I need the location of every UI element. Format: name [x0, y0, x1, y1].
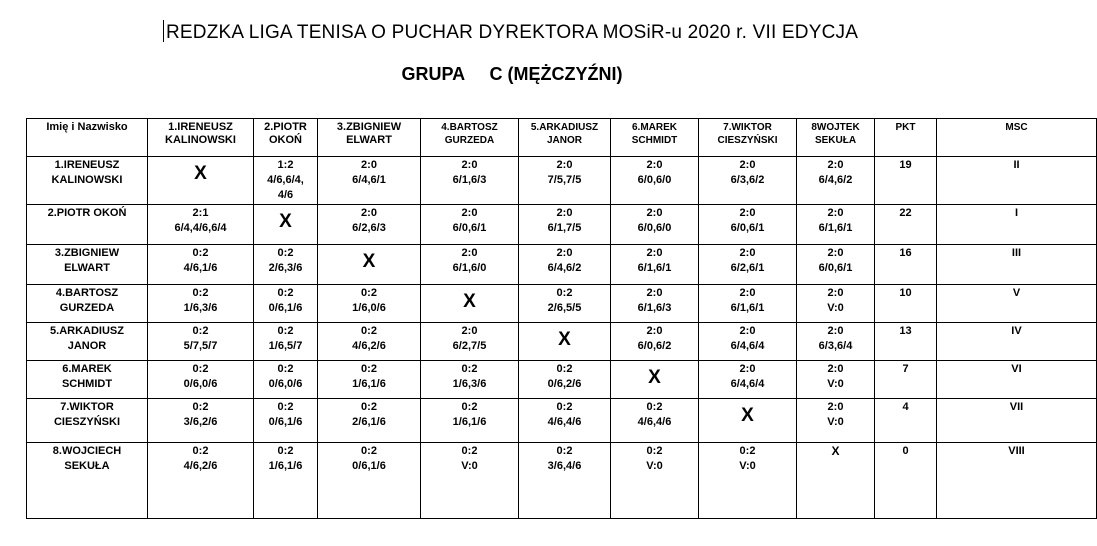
column-header [875, 119, 937, 157]
match-result-cell [797, 205, 875, 245]
x-mark: X [194, 163, 207, 184]
match-score: 2:0 [461, 247, 478, 259]
match-score: 0:2 [361, 363, 377, 375]
set-scores: 6/4,6/2 [547, 262, 582, 274]
match-score: 2:0 [739, 207, 756, 219]
match-score: 2:0 [739, 247, 756, 259]
set-scores: 0/6,0/6 [183, 378, 218, 390]
points-cell: 0 [875, 443, 937, 519]
column-header-line: SCHMIDT [631, 135, 678, 146]
place-cell: VI [937, 361, 1097, 399]
match-result-cell [318, 205, 421, 245]
match-score: 2:0 [361, 159, 377, 171]
match-score: 2:0 [461, 159, 478, 171]
match-score: 0:2 [461, 363, 478, 375]
match-score: 0:2 [461, 401, 478, 413]
points-cell: 4 [875, 399, 937, 443]
match-score: 0:2 [361, 287, 377, 299]
set-scores: 0/6,2/6 [547, 378, 582, 390]
set-scores: 6/4,6/4 [730, 378, 765, 390]
table-row [27, 443, 1097, 519]
match-score: 0:2 [556, 287, 573, 299]
match-result-cell [699, 157, 797, 205]
match-score: 0:2 [361, 445, 377, 457]
match-score: 2:0 [739, 287, 756, 299]
self-match-cell [254, 205, 318, 245]
match-score: 2:0 [646, 325, 663, 337]
set-scores: 6/1,6/3 [637, 302, 672, 314]
set-scores: 6/0,6/0 [637, 174, 672, 186]
column-header [937, 119, 1097, 157]
match-result-cell [254, 323, 318, 361]
set-scores: 6/3,6/2 [730, 174, 765, 186]
set-scores: 1/6,1/6 [452, 416, 487, 428]
set-scores: 6/4,6/1 [352, 174, 386, 186]
match-score: 0:2 [192, 445, 209, 457]
match-score: 2:0 [646, 287, 663, 299]
player-name-line: SEKUŁA [64, 460, 110, 472]
player-name-line: 6.MAREK [62, 363, 112, 375]
set-scores: 6/0,6/0 [637, 222, 672, 234]
match-result-cell [519, 157, 611, 205]
set-scores: 6/1,6/1 [637, 262, 672, 274]
player-name-line: 5.ARKADIUSZ [50, 325, 124, 337]
column-header-line: MSC [1005, 122, 1028, 133]
match-result-cell [318, 157, 421, 205]
player-name-line: JANOR [67, 340, 107, 352]
match-result-cell [611, 157, 699, 205]
set-scores: 6/4,4/6,6/4 [174, 222, 227, 234]
column-header-line: 1.IRENEUSZ [168, 121, 233, 133]
set-scores: 4/6,2/6 [352, 340, 386, 352]
set-scores: 4/6,1/6 [183, 262, 218, 274]
match-result-cell [797, 361, 875, 399]
points-cell: 13 [875, 323, 937, 361]
match-result-cell [519, 399, 611, 443]
match-score: 0:2 [646, 401, 663, 413]
match-score: 2:0 [827, 287, 844, 299]
set-scores: 6/1,6/3 [452, 174, 487, 186]
self-match-cell [797, 443, 875, 519]
column-header-line: CIESZYŃSKI [717, 135, 778, 146]
set-scores: 6/0,6/1 [818, 262, 853, 274]
column-header-line: 2.PIOTR [264, 121, 307, 133]
player-name-line: GURZEDA [59, 302, 115, 314]
match-score: 2:0 [646, 207, 663, 219]
column-header [421, 119, 519, 157]
match-result-cell [148, 399, 254, 443]
match-result-cell [421, 245, 519, 285]
table-row [27, 245, 1097, 285]
column-header-line: GURZEDA [444, 135, 495, 146]
player-name-cell [27, 443, 148, 519]
player-name-line: 4.BARTOSZ [55, 287, 119, 299]
match-score: 0:2 [277, 363, 294, 375]
place-cell: III [937, 245, 1097, 285]
match-score: 0:2 [739, 445, 756, 457]
match-score: 2:0 [556, 207, 573, 219]
set-scores: 6/0,6/1 [452, 222, 487, 234]
self-match-cell [421, 285, 519, 323]
set-scores: 1/6,5/7 [268, 340, 303, 352]
points-cell: 7 [875, 361, 937, 399]
results-table [26, 118, 1097, 519]
self-match-cell [699, 399, 797, 443]
set-scores: 4/6,4/6 [637, 416, 672, 428]
set-scores: V:0 [827, 416, 844, 428]
match-result-cell [148, 205, 254, 245]
place-cell: VIII [937, 443, 1097, 519]
match-score: 2:0 [556, 159, 573, 171]
set-scores: V:0 [646, 460, 663, 472]
match-score: 0:2 [556, 401, 573, 413]
match-score: 0:2 [361, 325, 377, 337]
points-cell: 22 [875, 205, 937, 245]
match-result-cell [519, 245, 611, 285]
match-score: 2:0 [646, 159, 663, 171]
self-match-cell [519, 323, 611, 361]
match-score: 1:2 [277, 159, 294, 171]
player-name-cell [27, 361, 148, 399]
match-result-cell [148, 323, 254, 361]
match-result-cell [519, 205, 611, 245]
match-score: 0:2 [556, 363, 573, 375]
set-scores: 1/6,3/6 [452, 378, 487, 390]
set-scores: 6/2,7/5 [452, 340, 487, 352]
match-score: 2:0 [556, 247, 573, 259]
x-mark: X [648, 367, 661, 388]
table-row [27, 323, 1097, 361]
set-scores: 1/6,3/6 [183, 302, 218, 314]
player-name-line: 1.IRENEUSZ [54, 159, 120, 171]
x-mark: X [463, 291, 476, 312]
match-score: 0:2 [192, 401, 209, 413]
table-row [27, 285, 1097, 323]
x-mark: X [831, 444, 840, 458]
match-result-cell [254, 285, 318, 323]
match-result-cell [699, 245, 797, 285]
match-result-cell [611, 443, 699, 519]
player-name-cell [27, 157, 148, 205]
match-result-cell [254, 245, 318, 285]
match-result-cell [148, 361, 254, 399]
set-scores: 4/6,4/6 [547, 416, 582, 428]
set-scores: 6/0,6/1 [730, 222, 765, 234]
set-scores: 1/6,0/6 [352, 302, 386, 314]
match-score: 0:2 [277, 325, 294, 337]
match-result-cell [797, 245, 875, 285]
set-scores: 6/2,6/3 [352, 222, 386, 234]
player-name-line: CIESZYŃSKI [53, 416, 120, 428]
set-scores: 2/6,3/6 [268, 262, 303, 274]
match-score: 0:2 [192, 325, 209, 337]
match-score: 0:2 [277, 445, 294, 457]
place-cell: I [937, 205, 1097, 245]
match-result-cell [699, 323, 797, 361]
match-score: 2:0 [361, 207, 377, 219]
match-result-cell [318, 323, 421, 361]
player-name-line: SCHMIDT [61, 378, 113, 390]
column-header [519, 119, 611, 157]
set-scores: 0/6,1/6 [268, 302, 303, 314]
match-score: 2:0 [827, 401, 844, 413]
column-header [148, 119, 254, 157]
x-mark: X [558, 329, 571, 350]
match-result-cell [318, 285, 421, 323]
match-result-cell [421, 399, 519, 443]
match-result-cell [318, 399, 421, 443]
self-match-cell [611, 361, 699, 399]
match-score: 2:1 [192, 207, 209, 219]
match-score: 0:2 [277, 401, 294, 413]
column-header-line: 5.ARKADIUSZ [530, 122, 599, 133]
match-result-cell [254, 361, 318, 399]
match-result-cell [797, 399, 875, 443]
set-scores: 6/4,6/4 [730, 340, 765, 352]
self-match-cell [148, 157, 254, 205]
match-score: 0:2 [192, 287, 209, 299]
match-score: 0:2 [361, 401, 377, 413]
match-result-cell [148, 245, 254, 285]
set-scores: 6/1,6/1 [730, 302, 765, 314]
match-result-cell [611, 399, 699, 443]
column-header [611, 119, 699, 157]
document-title [163, 20, 923, 44]
match-result-cell [254, 399, 318, 443]
match-score: 2:0 [827, 247, 844, 259]
match-result-cell [519, 443, 611, 519]
match-result-cell [699, 285, 797, 323]
player-name-cell [27, 399, 148, 443]
player-name-cell [27, 205, 148, 245]
set-scores: 3/6,4/6 [547, 460, 582, 472]
match-result-cell [699, 443, 797, 519]
match-score: 2:0 [739, 363, 756, 375]
set-scores: 6/2,6/1 [730, 262, 765, 274]
player-name-line: 3.ZBIGNIEW [54, 247, 120, 259]
set-scores: V:0 [827, 302, 844, 314]
player-name-line: 8.WOJCIECH [52, 445, 122, 457]
match-result-cell [611, 323, 699, 361]
match-score: 0:2 [646, 445, 663, 457]
match-result-cell [421, 443, 519, 519]
match-result-cell [254, 443, 318, 519]
points-cell: 16 [875, 245, 937, 285]
match-result-cell [519, 361, 611, 399]
player-name-cell [27, 323, 148, 361]
column-header-line: 7.WIKTOR [723, 122, 772, 133]
match-result-cell [797, 157, 875, 205]
match-score: 0:2 [461, 445, 478, 457]
text-cursor [163, 20, 164, 42]
set-scores: 7/5,7/5 [547, 174, 582, 186]
match-score: 0:2 [192, 363, 209, 375]
match-score: 2:0 [827, 159, 844, 171]
match-score: 0:2 [277, 287, 294, 299]
column-header-line: JANOR [546, 135, 582, 146]
match-result-cell [421, 157, 519, 205]
self-match-cell [318, 245, 421, 285]
column-header [797, 119, 875, 157]
match-result-cell [148, 443, 254, 519]
match-result-cell [611, 285, 699, 323]
match-score: 2:0 [827, 207, 844, 219]
player-name-cell [27, 245, 148, 285]
x-mark: X [741, 405, 754, 426]
match-score: 0:2 [192, 247, 209, 259]
match-score: 2:0 [461, 325, 478, 337]
match-score: 2:0 [739, 159, 756, 171]
set-scores: 6/1,7/5 [547, 222, 582, 234]
set-scores: 0/6,1/6 [352, 460, 386, 472]
group-subtitle: GRUPA C (MĘŻCZYŹNI) [401, 64, 623, 84]
match-score: 2:0 [461, 207, 478, 219]
match-result-cell [519, 285, 611, 323]
column-header-line: 6.MAREK [631, 122, 677, 133]
match-score: 2:0 [739, 325, 756, 337]
set-scores: 5/7,5/7 [183, 340, 218, 352]
set-scores: 4/6 [277, 189, 294, 201]
column-header [318, 119, 421, 157]
set-scores: V:0 [461, 460, 478, 472]
table-row [27, 399, 1097, 443]
set-scores: 4/6,6/4, [267, 174, 304, 186]
set-scores: 3/6,2/6 [183, 416, 218, 428]
column-header-line: 3.ZBIGNIEW [336, 121, 402, 133]
match-result-cell [318, 361, 421, 399]
set-scores: 1/6,1/6 [268, 460, 303, 472]
match-score: 0:2 [556, 445, 573, 457]
title-text: REDZKA LIGA TENISA O PUCHAR DYREKTORA MOSiR-u 2020 r. VII EDYCJA [166, 22, 859, 43]
column-header-line: PKT [895, 122, 916, 133]
match-score: 2:0 [646, 247, 663, 259]
player-name-line: KALINOWSKI [51, 174, 123, 186]
table-row [27, 361, 1097, 399]
match-result-cell [421, 361, 519, 399]
match-result-cell [611, 245, 699, 285]
match-result-cell [611, 205, 699, 245]
column-header-line: SEKUŁA [814, 135, 857, 146]
set-scores: 6/0,6/2 [637, 340, 672, 352]
set-scores: 1/6,1/6 [352, 378, 386, 390]
match-result-cell [797, 323, 875, 361]
set-scores: 6/1,6/0 [452, 262, 487, 274]
player-name-line: ELWART [64, 262, 110, 274]
x-mark: X [279, 211, 292, 232]
place-cell: V [937, 285, 1097, 323]
set-scores: 0/6,0/6 [268, 378, 303, 390]
header-row [27, 119, 1097, 157]
column-header-line: ELWART [346, 134, 392, 146]
set-scores: V:0 [827, 378, 844, 390]
match-result-cell [421, 323, 519, 361]
match-result-cell [148, 285, 254, 323]
set-scores: V:0 [739, 460, 756, 472]
column-header-line: 8WOJTEK [811, 122, 860, 133]
set-scores: 4/6,2/6 [183, 460, 218, 472]
column-header-line: KALINOWSKI [165, 134, 236, 146]
set-scores: 2/6,5/5 [547, 302, 582, 314]
match-result-cell [797, 285, 875, 323]
match-result-cell [318, 443, 421, 519]
column-header-line: 4.BARTOSZ [441, 122, 498, 133]
set-scores: 6/3,6/4 [818, 340, 853, 352]
column-header-line: Imię i Nazwisko [46, 121, 128, 133]
place-cell: VII [937, 399, 1097, 443]
match-score: 2:0 [827, 363, 844, 375]
points-cell: 19 [875, 157, 937, 205]
match-result-cell [254, 157, 318, 205]
column-header [27, 119, 148, 157]
match-result-cell [699, 205, 797, 245]
column-header-line: OKOŃ [269, 134, 302, 146]
table-row [27, 205, 1097, 245]
player-name-line: 2.PIOTR OKOŃ [47, 207, 127, 219]
points-cell: 10 [875, 285, 937, 323]
set-scores: 6/4,6/2 [818, 174, 853, 186]
player-name-cell [27, 285, 148, 323]
column-header [254, 119, 318, 157]
player-name-line: 7.WIKTOR [60, 401, 114, 413]
column-header [699, 119, 797, 157]
place-cell: IV [937, 323, 1097, 361]
match-score: 0:2 [277, 247, 294, 259]
set-scores: 6/1,6/1 [818, 222, 853, 234]
match-result-cell [421, 205, 519, 245]
x-mark: X [362, 251, 376, 272]
table-row [27, 157, 1097, 205]
set-scores: 0/6,1/6 [268, 416, 303, 428]
match-result-cell [699, 361, 797, 399]
set-scores: 2/6,1/6 [352, 416, 386, 428]
place-cell: II [937, 157, 1097, 205]
match-score: 2:0 [827, 325, 844, 337]
